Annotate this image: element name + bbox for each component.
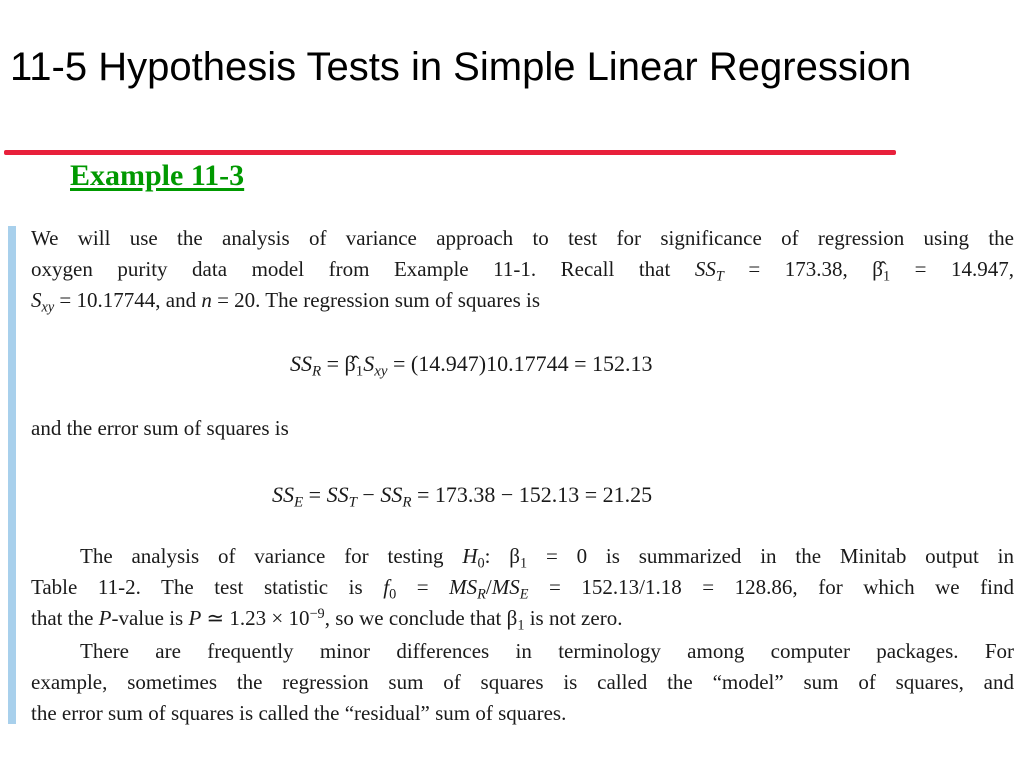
paragraph-intro-line-3: $S_{xy} = 10.17744$, and n = 20. The regression sum of squares is [31, 288, 540, 316]
title-underline [4, 150, 896, 155]
equation-ssr: $SS_R$ = $\betâ_1S_{xy} = (14.947)10.17744 = 152.13$ [290, 351, 653, 380]
paragraph-intro-line-2: oxygen purity data model from Example 11-1. Recall that $SS_T = 173.38$, $\betâ_1 = 14.947$, [31, 257, 1015, 285]
paragraph-anova [31, 541, 1014, 634]
paragraph-terminology-line-2: example, sometimes the regression sum of squares is called the “model” sum of squares, and [31, 670, 1014, 694]
slide-title: 11-5 Hypothesis Tests in Simple Linear Regression [10, 45, 912, 89]
paragraph-anova-line-3: that the P-value is P ≃ $1.23 \times 10^{-9}$, so we conclude that $\beta_1$ is not zero. [31, 605, 623, 634]
paragraph-terminology-line-1: There are frequently minor differences in terminology among computer packages. For [80, 639, 1014, 663]
paragraph-terminology-line-3: the error sum of squares is called the “residual” sum of squares. [31, 701, 567, 725]
example-heading: Example 11-3 [70, 159, 245, 192]
paragraph-anova-line-1: The analysis of variance for testing $H_0$: $\beta_1 = 0$ is summarized in the Minitab output in [80, 544, 1014, 572]
paragraph-error-sum: and the error sum of squares is [31, 416, 289, 440]
paragraph-anova-line-2: Table 11-2. The test statistic is $f_0 = MS_R/MS_E = 152.13/1.18 = 128.86$, for which we find [31, 575, 1014, 603]
paragraph-intro-line-1: We will use the analysis of variance approach to test for significance of regression using the [31, 226, 1014, 250]
left-accent-bar [8, 226, 16, 724]
paragraph-intro [31, 223, 1014, 316]
paragraph-terminology [31, 636, 1014, 729]
equation-sse: $SS_E = SS_T - SS_R = 173.38 - 152.13 = 21.25$ [272, 482, 653, 511]
